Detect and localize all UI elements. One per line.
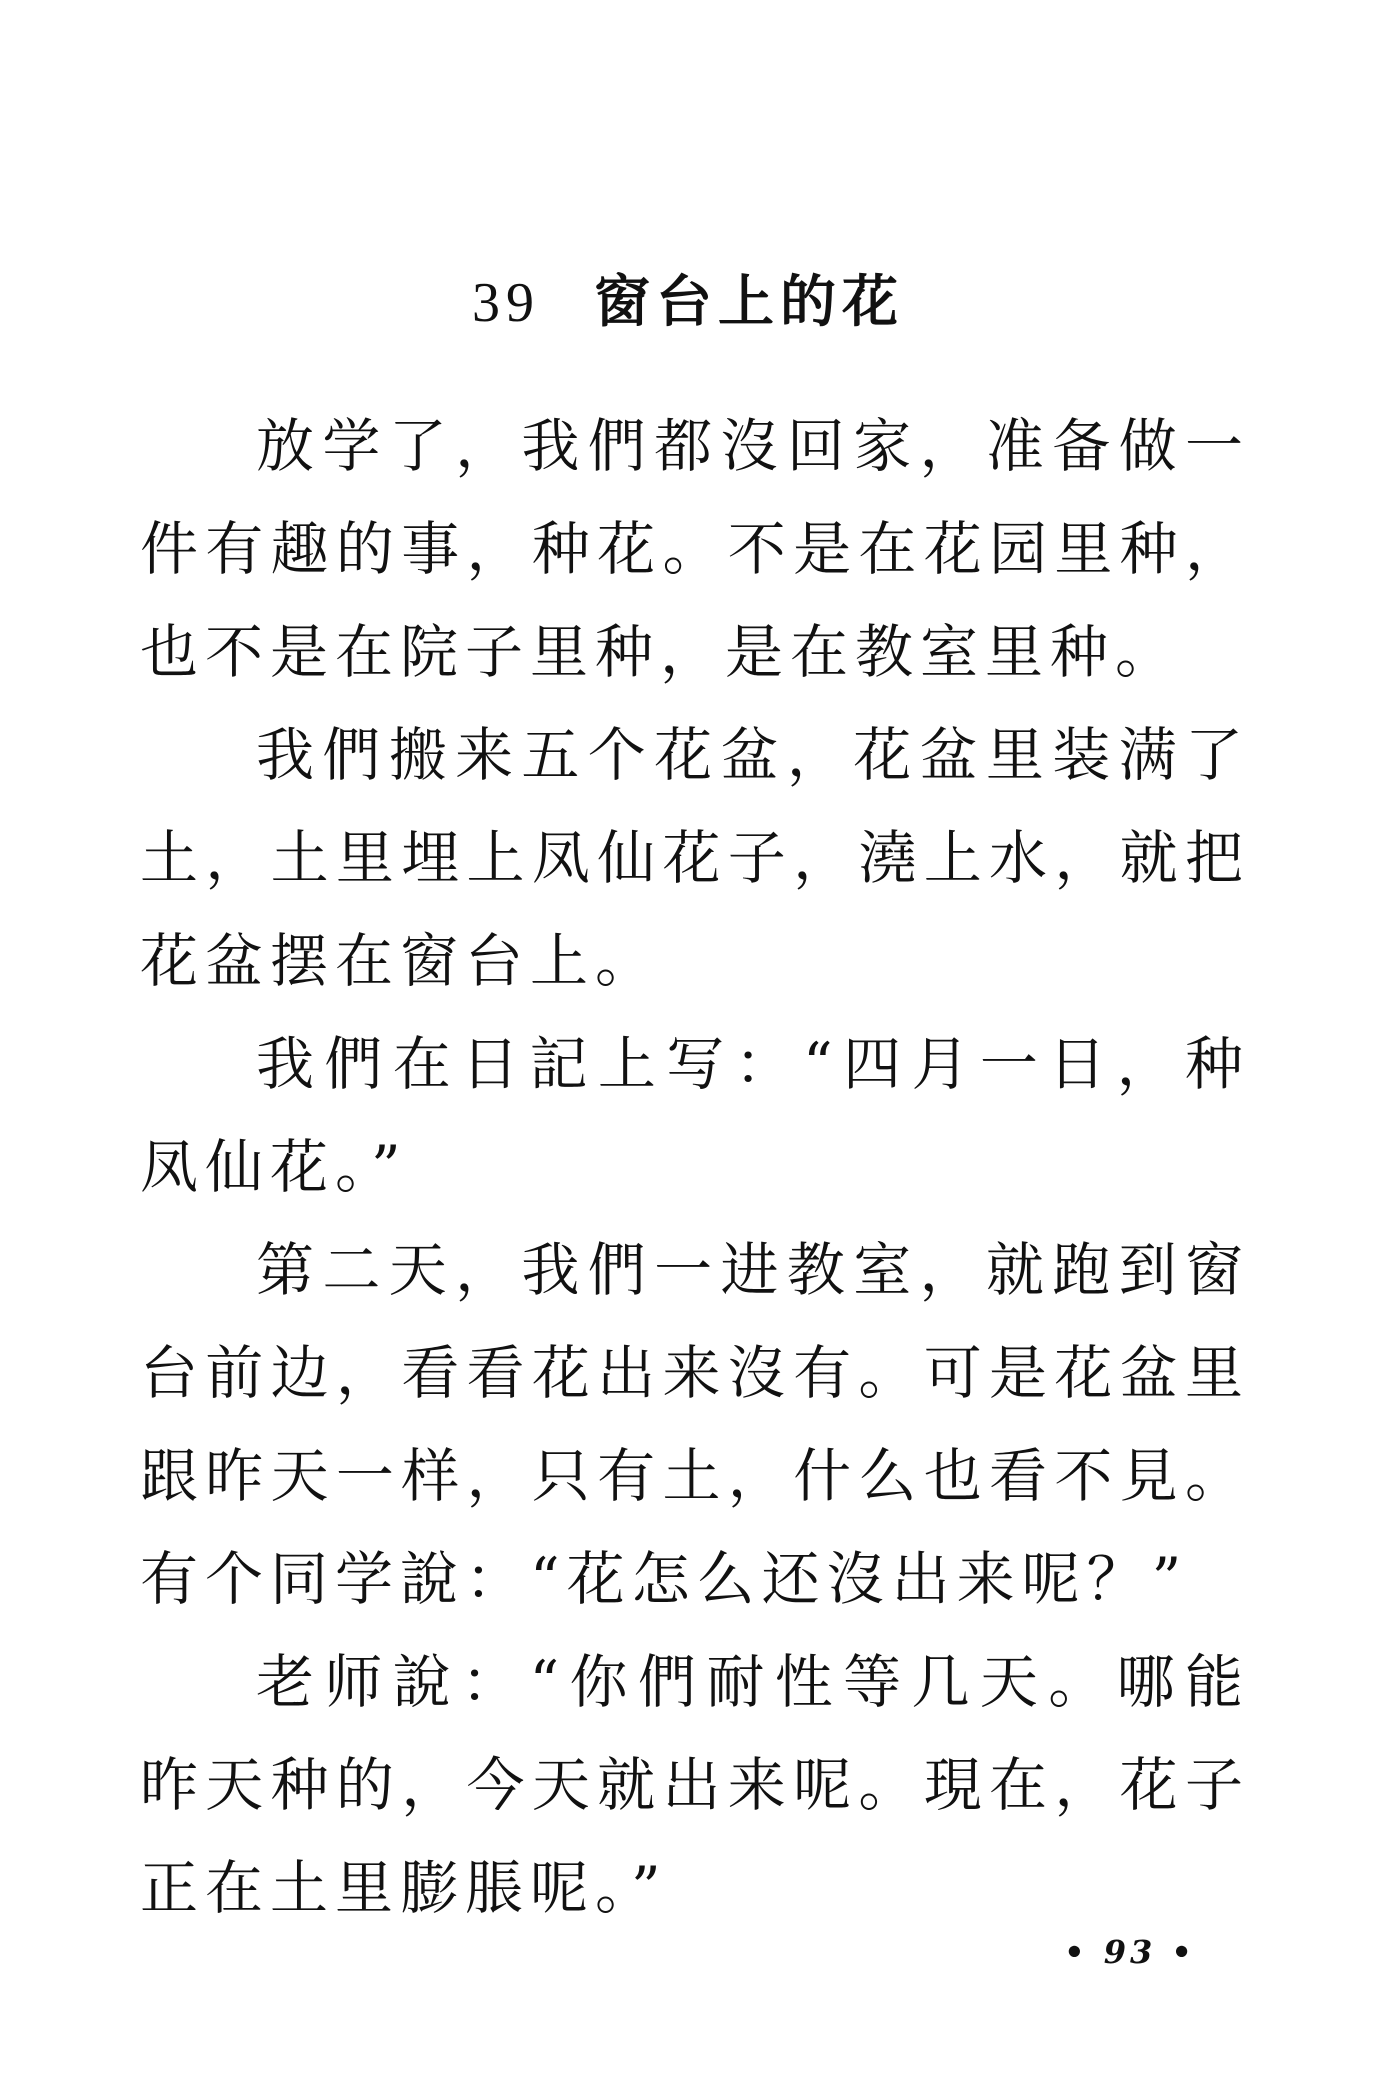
paragraph-4: 第二天，我們一进教室，就跑到窗台前边，看看花出来沒有。可是花盆里跟昨天一样，只有土，什么也看不見。有个同学說：“花怎么还沒出来呢？”	[140, 1236, 1250, 1613]
chapter-number: 39	[472, 272, 540, 334]
chapter-body	[140, 395, 1250, 1940]
paragraph-2: 我們搬来五个花盆，花盆里装满了土，土里埋上凤仙花子，澆上水，就把花盆摆在窗台上。	[140, 721, 1250, 995]
paragraph-1: 放学了，我們都沒回家，准备做一件有趣的事，种花。不是在花园里种，也不是在院子里种，是在教室里种。	[140, 412, 1250, 686]
page-number: • 93 •	[1064, 1933, 1196, 1971]
paragraph-5: 老师說：“你們耐性等几天。哪能昨天种的，今天就出来呢。現在，花子正在土里膨脹呢。”	[140, 1648, 1250, 1922]
chapter-title: 窗台上的花	[594, 269, 904, 335]
paragraph-3: 我們在日記上写：“四月一日，种凤仙花。”	[140, 1030, 1250, 1201]
chapter-heading	[0, 262, 1376, 342]
